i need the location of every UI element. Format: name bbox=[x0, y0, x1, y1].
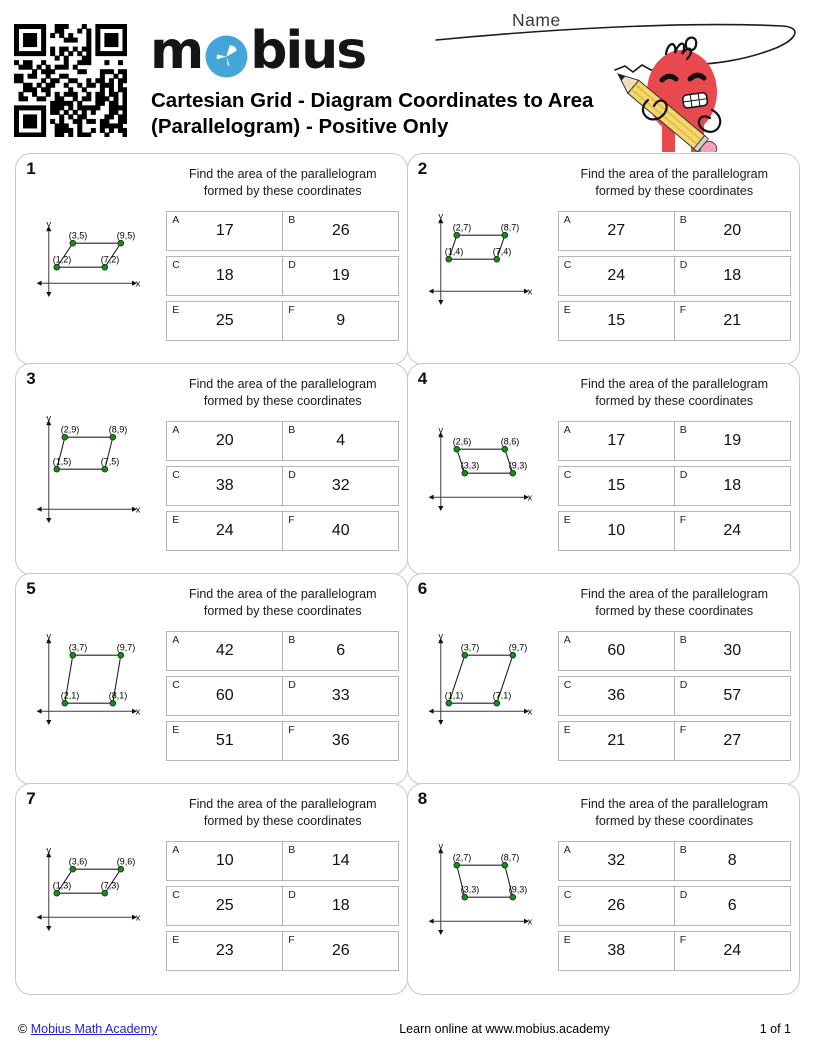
problem-prompt: Find the area of the parallelogram formed by these coordinates bbox=[188, 377, 377, 408]
answer-letter: A bbox=[563, 633, 571, 646]
answer-cell-f bbox=[675, 931, 791, 971]
answer-table bbox=[558, 836, 791, 976]
coordinate-diagram bbox=[36, 632, 146, 727]
answer-letter: A bbox=[172, 633, 180, 646]
answer-value: 42 bbox=[215, 641, 234, 659]
svg-text:x: x bbox=[527, 492, 533, 504]
answer-value: 36 bbox=[331, 731, 350, 749]
problem-prompt: Find the area of the parallelogram formed by these coordinates bbox=[580, 797, 769, 828]
answer-letter: A bbox=[172, 423, 180, 436]
parallelogram-diagram bbox=[16, 154, 166, 364]
svg-text:(9,7): (9,7) bbox=[508, 642, 528, 653]
svg-text:(9,3): (9,3) bbox=[508, 884, 528, 895]
answer-value: 26 bbox=[331, 221, 350, 239]
svg-text:(9,7): (9,7) bbox=[117, 642, 136, 653]
answer-letter: A bbox=[563, 213, 571, 226]
answer-table bbox=[558, 416, 791, 556]
answer-cell-e bbox=[558, 301, 675, 341]
answer-cell-f bbox=[675, 301, 791, 341]
answer-value: 4 bbox=[336, 431, 346, 449]
answer-cell-a bbox=[558, 631, 675, 671]
answer-cell-d bbox=[283, 256, 399, 296]
answer-value: 38 bbox=[607, 941, 626, 959]
answer-cell-d bbox=[675, 886, 791, 926]
svg-text:y: y bbox=[438, 631, 443, 642]
mascot-mouth bbox=[682, 92, 708, 108]
answer-cell-c bbox=[558, 676, 675, 716]
answer-value: 21 bbox=[723, 311, 742, 329]
answer-value: 17 bbox=[215, 221, 234, 239]
answer-table bbox=[558, 206, 791, 346]
answer-cell-a bbox=[166, 211, 283, 251]
svg-text:x: x bbox=[527, 706, 533, 718]
answer-letter: E bbox=[563, 303, 571, 316]
answer-value: 24 bbox=[723, 941, 742, 959]
answer-value: 15 bbox=[607, 311, 626, 329]
answer-cell-b bbox=[675, 211, 791, 251]
answer-value: 38 bbox=[215, 476, 234, 494]
problem-card bbox=[15, 363, 408, 575]
answer-value: 30 bbox=[723, 641, 742, 659]
answer-cell-e bbox=[166, 931, 283, 971]
answer-value: 25 bbox=[215, 896, 234, 914]
answer-cell-f bbox=[283, 931, 399, 971]
answer-letter: D bbox=[679, 678, 688, 691]
svg-text:(3,6): (3,6) bbox=[69, 856, 88, 867]
answer-value: 51 bbox=[215, 731, 234, 749]
problem-card bbox=[15, 783, 408, 995]
parallelogram-diagram bbox=[408, 364, 558, 574]
answer-letter: E bbox=[563, 933, 571, 946]
svg-text:(9,3): (9,3) bbox=[508, 460, 528, 471]
answer-value: 32 bbox=[331, 476, 350, 494]
parallelogram-diagram bbox=[408, 784, 558, 994]
parallelogram-diagram bbox=[16, 574, 166, 784]
mobius-o-swirl-icon bbox=[204, 32, 249, 77]
problem-number: 4 bbox=[417, 369, 428, 389]
answer-letter: F bbox=[288, 933, 295, 946]
answer-letter: B bbox=[288, 423, 296, 436]
answer-cell-b bbox=[675, 421, 791, 461]
parallelogram-diagram bbox=[16, 364, 166, 574]
answer-letter: F bbox=[679, 723, 687, 736]
answer-letter: E bbox=[563, 513, 571, 526]
header-artwork bbox=[430, 0, 815, 152]
problem-number: 1 bbox=[26, 159, 36, 179]
svg-text:(8,1): (8,1) bbox=[109, 690, 128, 701]
answer-value: 36 bbox=[607, 686, 626, 704]
answer-value: 24 bbox=[723, 521, 742, 539]
answer-value: 19 bbox=[723, 431, 742, 449]
svg-text:(7,5): (7,5) bbox=[101, 456, 120, 467]
answer-letter: A bbox=[172, 213, 180, 226]
answer-value: 10 bbox=[215, 851, 234, 869]
answer-letter: E bbox=[172, 303, 180, 316]
answer-cell-a bbox=[558, 421, 675, 461]
answer-cell-f bbox=[283, 301, 399, 341]
answer-letter: C bbox=[563, 888, 572, 901]
answer-cell-e bbox=[166, 511, 283, 551]
svg-text:(7,1): (7,1) bbox=[492, 690, 512, 701]
answer-cell-f bbox=[675, 721, 791, 761]
footer-page-number: 1 of 1 bbox=[759, 1022, 791, 1036]
answer-letter: B bbox=[288, 843, 296, 856]
answer-value: 27 bbox=[723, 731, 742, 749]
footer-copyright bbox=[18, 1022, 298, 1036]
logo-text-post: bius bbox=[250, 21, 366, 81]
coordinate-diagram bbox=[428, 842, 538, 937]
answer-letter: F bbox=[679, 303, 687, 316]
answer-value: 23 bbox=[215, 941, 234, 959]
answer-cell-b bbox=[283, 841, 399, 881]
answer-value: 26 bbox=[331, 941, 350, 959]
svg-text:x: x bbox=[527, 286, 533, 298]
answer-cell-c bbox=[558, 256, 675, 296]
answer-cell-c bbox=[558, 466, 675, 506]
svg-text:(8,7): (8,7) bbox=[500, 852, 520, 863]
problem-card bbox=[407, 573, 800, 785]
answer-letter: B bbox=[679, 633, 687, 646]
answer-letter: E bbox=[172, 513, 180, 526]
answer-cell-e bbox=[558, 721, 675, 761]
answer-letter: F bbox=[679, 513, 687, 526]
answer-letter: D bbox=[679, 468, 688, 481]
answer-letter: B bbox=[679, 843, 687, 856]
svg-text:(9,5): (9,5) bbox=[117, 230, 136, 241]
svg-text:(7,4): (7,4) bbox=[492, 246, 512, 257]
answer-cell-b bbox=[675, 841, 791, 881]
answer-cell-b bbox=[283, 421, 399, 461]
answer-cell-d bbox=[675, 256, 791, 296]
answer-cell-d bbox=[675, 466, 791, 506]
answer-value: 60 bbox=[215, 686, 234, 704]
answer-value: 33 bbox=[331, 686, 350, 704]
answer-letter: B bbox=[288, 213, 296, 226]
svg-text:y: y bbox=[438, 211, 443, 222]
answer-cell-d bbox=[675, 676, 791, 716]
answer-cell-b bbox=[675, 631, 791, 671]
coordinate-diagram bbox=[36, 414, 146, 525]
answer-value: 20 bbox=[215, 431, 234, 449]
answer-value: 6 bbox=[336, 641, 346, 659]
logo-text-pre: m bbox=[150, 21, 203, 81]
svg-text:x: x bbox=[135, 706, 141, 718]
answer-table bbox=[166, 626, 399, 766]
svg-text:y: y bbox=[46, 413, 52, 424]
answer-cell-f bbox=[675, 511, 791, 551]
problem-prompt: Find the area of the parallelogram formed by these coordinates bbox=[580, 377, 769, 408]
footer bbox=[18, 1022, 791, 1036]
answer-letter: D bbox=[679, 258, 688, 271]
svg-text:(3,7): (3,7) bbox=[460, 642, 480, 653]
answer-cell-b bbox=[283, 211, 399, 251]
problem-number: 5 bbox=[26, 579, 36, 599]
answer-cell-d bbox=[283, 676, 399, 716]
answer-cell-a bbox=[166, 631, 283, 671]
problem-card bbox=[407, 363, 800, 575]
answer-letter: E bbox=[563, 723, 571, 736]
svg-text:(3,5): (3,5) bbox=[69, 230, 88, 241]
svg-text:(8,7): (8,7) bbox=[500, 222, 520, 233]
coordinate-diagram bbox=[428, 212, 538, 307]
svg-text:(3,3): (3,3) bbox=[460, 460, 480, 471]
mascot-character bbox=[613, 38, 721, 152]
svg-text:y: y bbox=[438, 841, 443, 852]
problem-number: 8 bbox=[417, 789, 428, 809]
svg-text:(1,2): (1,2) bbox=[53, 254, 72, 265]
svg-text:x: x bbox=[135, 504, 141, 516]
answer-cell-a bbox=[558, 211, 675, 251]
answer-value: 18 bbox=[331, 896, 350, 914]
mobius-logo bbox=[150, 16, 365, 86]
svg-text:(2,7): (2,7) bbox=[452, 222, 472, 233]
answer-letter: A bbox=[172, 843, 180, 856]
coordinate-diagram bbox=[428, 632, 538, 727]
answer-letter: A bbox=[563, 843, 571, 856]
answer-value: 20 bbox=[723, 221, 742, 239]
answer-cell-e bbox=[558, 511, 675, 551]
problem-number: 6 bbox=[417, 579, 428, 599]
svg-text:y: y bbox=[46, 631, 52, 642]
answer-value: 6 bbox=[727, 896, 737, 914]
answer-letter: F bbox=[288, 513, 295, 526]
answer-table bbox=[166, 836, 399, 976]
answer-value: 21 bbox=[607, 731, 626, 749]
qr-code-icon bbox=[14, 24, 127, 137]
svg-text:(1,5): (1,5) bbox=[53, 456, 72, 467]
svg-text:x: x bbox=[527, 916, 533, 928]
svg-text:(1,3): (1,3) bbox=[53, 880, 72, 891]
answer-value: 24 bbox=[215, 521, 234, 539]
problem-prompt: Find the area of the parallelogram formed by these coordinates bbox=[580, 167, 769, 198]
answer-letter: D bbox=[288, 888, 296, 901]
answer-value: 8 bbox=[727, 851, 737, 869]
svg-text:(9,6): (9,6) bbox=[117, 856, 136, 867]
answer-letter: B bbox=[679, 423, 687, 436]
problem-number: 7 bbox=[26, 789, 36, 809]
answer-cell-f bbox=[283, 511, 399, 551]
coordinate-diagram bbox=[36, 220, 146, 299]
problem-prompt: Find the area of the parallelogram formed by these coordinates bbox=[580, 587, 769, 618]
parallelogram-diagram bbox=[16, 784, 166, 994]
answer-cell-d bbox=[283, 466, 399, 506]
answer-cell-d bbox=[283, 886, 399, 926]
svg-text:(2,1): (2,1) bbox=[61, 690, 80, 701]
answer-cell-c bbox=[558, 886, 675, 926]
answer-letter: C bbox=[172, 678, 180, 691]
answer-value: 14 bbox=[331, 851, 350, 869]
answer-cell-a bbox=[166, 841, 283, 881]
problem-card bbox=[15, 573, 408, 785]
answer-cell-b bbox=[283, 631, 399, 671]
answer-letter: E bbox=[172, 723, 180, 736]
answer-letter: D bbox=[679, 888, 688, 901]
answer-letter: C bbox=[172, 258, 180, 271]
answer-cell-a bbox=[558, 841, 675, 881]
svg-text:(7,2): (7,2) bbox=[101, 254, 120, 265]
svg-text:y: y bbox=[46, 219, 52, 230]
answer-letter: B bbox=[679, 213, 687, 226]
svg-text:x: x bbox=[135, 912, 141, 924]
answer-value: 32 bbox=[607, 851, 626, 869]
footer-learn-online-text: Learn online at www.mobius.academy bbox=[399, 1022, 610, 1036]
svg-text:(3,7): (3,7) bbox=[69, 642, 88, 653]
answer-value: 27 bbox=[607, 221, 626, 239]
problem-number: 2 bbox=[417, 159, 428, 179]
answer-letter: C bbox=[172, 468, 180, 481]
svg-text:(2,7): (2,7) bbox=[452, 852, 472, 863]
answer-value: 10 bbox=[607, 521, 626, 539]
answer-letter: C bbox=[172, 888, 180, 901]
answer-letter: C bbox=[563, 258, 572, 271]
answer-letter: F bbox=[288, 723, 295, 736]
answer-letter: D bbox=[288, 678, 296, 691]
answer-value: 26 bbox=[607, 896, 626, 914]
problem-prompt: Find the area of the parallelogram formed by these coordinates bbox=[188, 587, 377, 618]
parallelogram-diagram bbox=[408, 574, 558, 784]
answer-cell-e bbox=[166, 301, 283, 341]
problem-prompt: Find the area of the parallelogram formed by these coordinates bbox=[188, 797, 377, 828]
answer-table bbox=[166, 206, 399, 346]
svg-text:(8,9): (8,9) bbox=[109, 424, 128, 435]
svg-text:(2,9): (2,9) bbox=[61, 424, 80, 435]
answer-letter: C bbox=[563, 468, 572, 481]
answer-cell-a bbox=[166, 421, 283, 461]
svg-text:(8,6): (8,6) bbox=[500, 436, 520, 447]
problems-grid bbox=[16, 154, 799, 994]
answer-value: 9 bbox=[336, 311, 346, 329]
copyright-symbol: © bbox=[18, 1022, 28, 1036]
mobius-math-academy-link[interactable]: Mobius Math Academy bbox=[30, 1022, 158, 1036]
problem-card bbox=[407, 783, 800, 995]
answer-value: 17 bbox=[607, 431, 626, 449]
svg-text:(1,4): (1,4) bbox=[444, 246, 464, 257]
answer-value: 40 bbox=[331, 521, 350, 539]
problem-number: 3 bbox=[26, 369, 36, 389]
svg-text:(7,3): (7,3) bbox=[101, 880, 120, 891]
answer-letter: F bbox=[679, 933, 687, 946]
answer-table bbox=[166, 416, 399, 556]
answer-value: 18 bbox=[215, 266, 234, 284]
answer-value: 57 bbox=[723, 686, 742, 704]
answer-letter: D bbox=[288, 468, 296, 481]
problem-prompt: Find the area of the parallelogram formed by these coordinates bbox=[188, 167, 377, 198]
answer-letter: D bbox=[288, 258, 296, 271]
answer-value: 19 bbox=[331, 266, 350, 284]
svg-text:(1,1): (1,1) bbox=[444, 690, 464, 701]
coordinate-diagram bbox=[428, 426, 538, 513]
answer-value: 25 bbox=[215, 311, 234, 329]
answer-cell-c bbox=[166, 676, 283, 716]
svg-text:x: x bbox=[135, 278, 141, 290]
answer-letter: A bbox=[563, 423, 571, 436]
answer-cell-f bbox=[283, 721, 399, 761]
answer-cell-c bbox=[166, 466, 283, 506]
answer-value: 18 bbox=[723, 476, 742, 494]
parallelogram-diagram bbox=[408, 154, 558, 364]
answer-letter: C bbox=[563, 678, 572, 691]
svg-text:(2,6): (2,6) bbox=[452, 436, 472, 447]
coordinate-diagram bbox=[36, 846, 146, 933]
problem-card bbox=[15, 153, 408, 365]
answer-cell-c bbox=[166, 886, 283, 926]
name-line bbox=[436, 25, 795, 72]
answer-value: 24 bbox=[607, 266, 626, 284]
problem-card bbox=[407, 153, 800, 365]
answer-cell-e bbox=[166, 721, 283, 761]
answer-letter: E bbox=[172, 933, 180, 946]
answer-value: 15 bbox=[607, 476, 626, 494]
svg-text:y: y bbox=[438, 425, 443, 436]
answer-table bbox=[558, 626, 791, 766]
name-field-label: Name bbox=[512, 10, 561, 30]
svg-text:y: y bbox=[46, 845, 52, 856]
answer-value: 60 bbox=[607, 641, 626, 659]
answer-letter: F bbox=[288, 303, 295, 316]
answer-cell-c bbox=[166, 256, 283, 296]
answer-cell-e bbox=[558, 931, 675, 971]
answer-letter: B bbox=[288, 633, 296, 646]
answer-value: 18 bbox=[723, 266, 742, 284]
worksheet-title: Cartesian Grid - Diagram Coordinates to Area (Parallelogram) - Positive Only bbox=[151, 89, 594, 139]
svg-text:(3,3): (3,3) bbox=[460, 884, 480, 895]
